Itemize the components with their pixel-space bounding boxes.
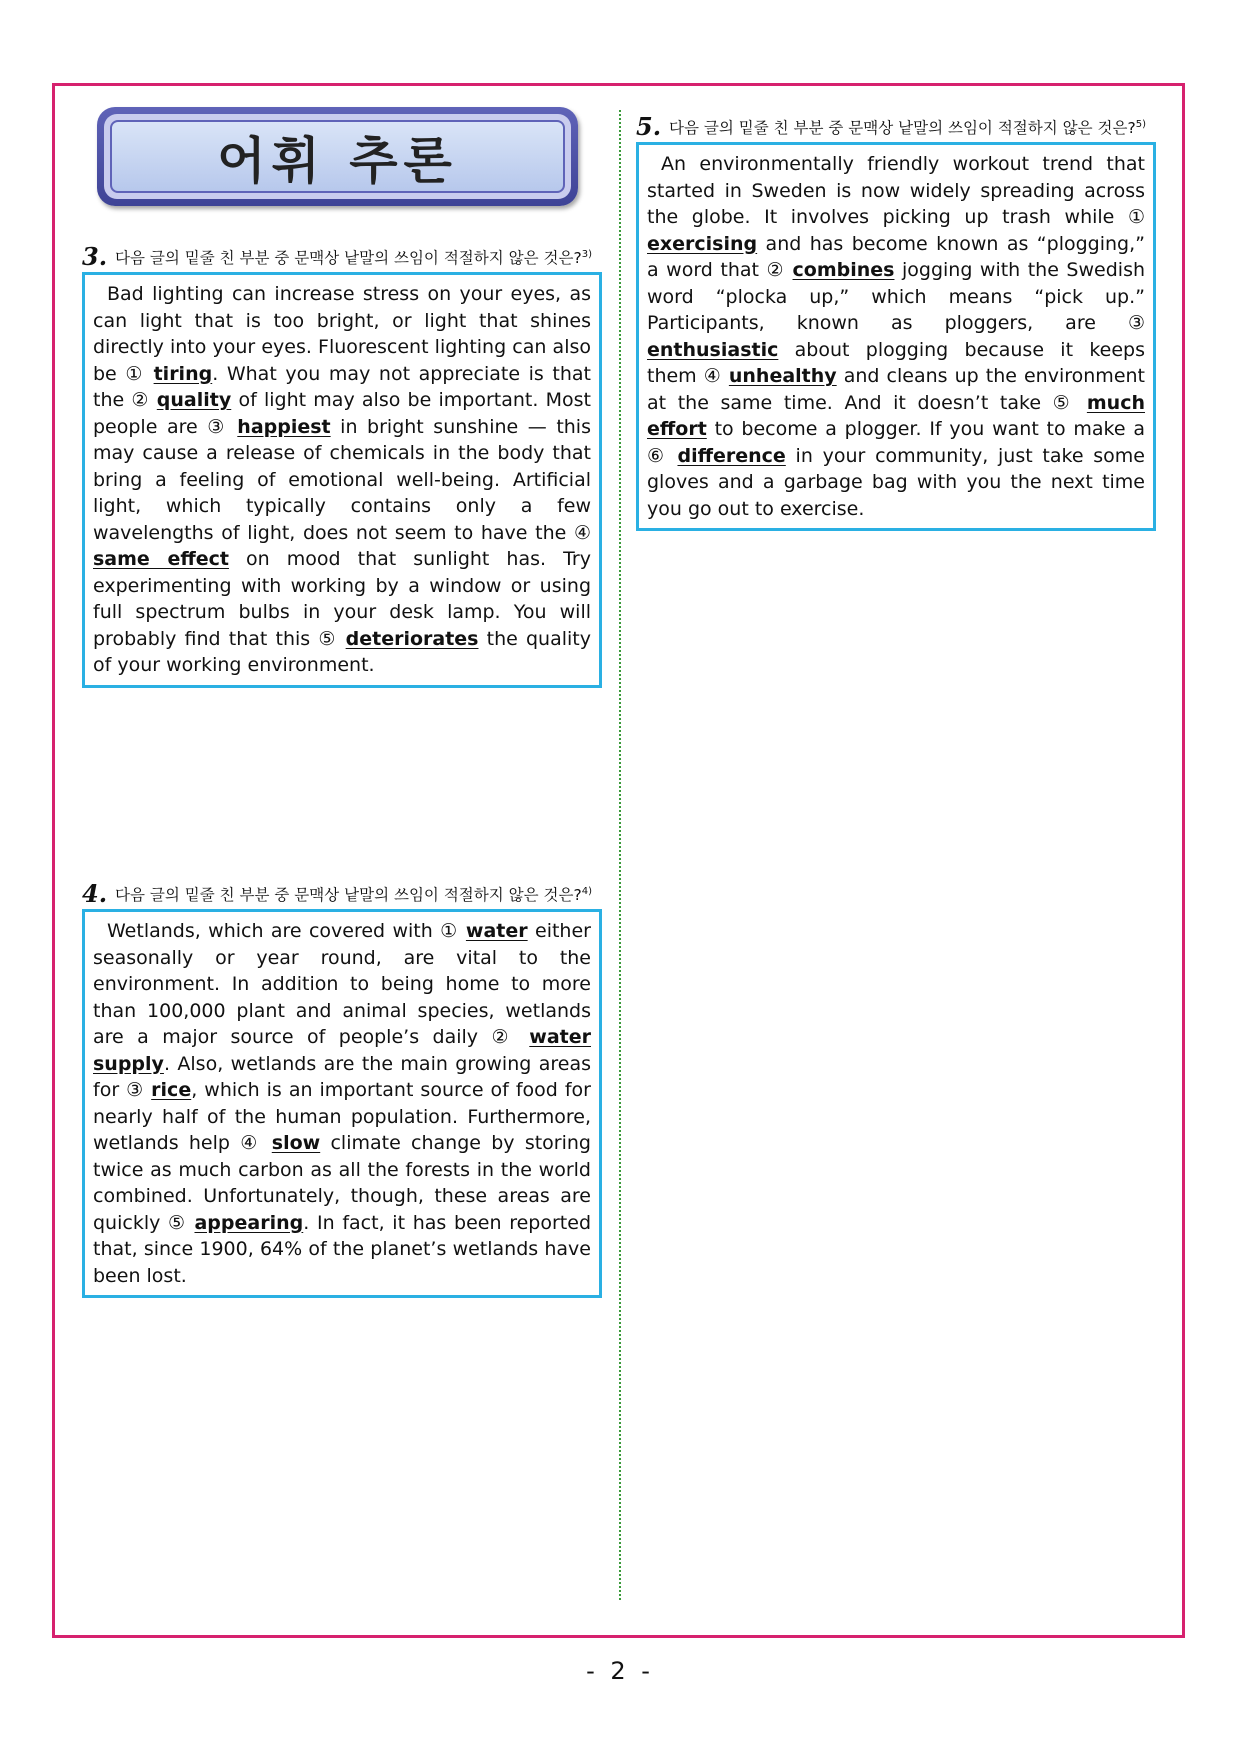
passage-text xyxy=(647,151,1145,522)
passage-segment: An environmentally friendly workout trend that started in Sweden is now widely spreading across the globe. It involves picking up trash while ① xyxy=(647,153,1145,229)
passage-segment: and has become known as “plogging,” a word that ② xyxy=(647,232,1145,282)
passage-segment: to become a plogger. If you want to make a ⑥ xyxy=(647,418,1145,467)
passage-segment: . What you may not appreciate is that the ② xyxy=(93,362,591,412)
passage-segment: in your community, just take some gloves and a garbage bag with you the next time you go out to exercise. xyxy=(647,444,1145,520)
underlined-word: deteriorates xyxy=(345,627,479,650)
column-divider xyxy=(619,110,621,1600)
footnote-marker: 5) xyxy=(1135,119,1146,130)
passage-segment: Wetlands, which are covered with ① xyxy=(107,920,466,943)
underlined-word: quality xyxy=(156,389,232,412)
question-number: 4. xyxy=(82,879,108,909)
question-4 xyxy=(82,881,602,1298)
underlined-word: much effort xyxy=(647,391,1145,441)
question-text: 다음 글의 밑줄 친 부분 중 문맥상 낱말의 쓰임이 적절하지 않은 것은? xyxy=(669,119,1136,138)
passage-segment: the quality of your working environment. xyxy=(93,627,591,677)
passage-segment: and cleans up the environment at the same time. And it doesn’t take ⑤ xyxy=(647,365,1145,414)
question-prompt xyxy=(636,112,1156,142)
footnote-marker: 3) xyxy=(581,249,592,260)
passage-box xyxy=(82,272,602,688)
passage-segment: about plogging because it keeps them ④ xyxy=(647,338,1145,388)
underlined-word: unhealthy xyxy=(728,365,837,388)
underlined-word: enthusiastic xyxy=(647,338,779,361)
passage-text xyxy=(93,918,591,1289)
passage-text xyxy=(93,281,591,679)
passage-segment: Bad lighting can increase stress on your eyes, as can light that is too bright, or light that shines directly into your eyes. Fluorescent lighting can also be ① xyxy=(93,283,591,385)
underlined-word: difference xyxy=(677,444,786,467)
question-5 xyxy=(636,114,1156,531)
passage-segment: on mood that sunlight has. Try experimenting with working by a window or using full spectrum bulbs in your desk lamp. You will probably find that this ⑤ xyxy=(93,548,591,650)
page-number: - 2 - xyxy=(586,1657,654,1685)
passage-segment: . Also, wetlands are the main growing areas for ③ xyxy=(93,1052,591,1102)
question-prompt xyxy=(82,879,602,909)
question-prompt xyxy=(82,242,602,272)
passage-segment: climate change by storing twice as much carbon as all the forests in the world combined. Unfortunately, though, these areas are quickly ⑤ xyxy=(93,1132,591,1234)
passage-segment: of light may also be important. Most people are ③ xyxy=(93,389,591,438)
passage-box xyxy=(82,909,602,1298)
question-number: 5. xyxy=(636,112,662,142)
underlined-word: rice xyxy=(151,1079,192,1102)
underlined-word: exercising xyxy=(647,232,758,255)
passage-segment: jogging with the Swedish word “plocka up,” which means “pick up.” Participants, known as ploggers, are ③ xyxy=(647,259,1146,335)
passage-segment: either seasonally or year round, are vital to the environment. In addition to being home to more than 100,000 plant and animal species, wetlands are a major source of people’s daily ② xyxy=(93,920,591,1049)
passage-box xyxy=(636,142,1156,531)
question-text: 다음 글의 밑줄 친 부분 중 문맥상 낱말의 쓰임이 적절하지 않은 것은? xyxy=(115,249,582,268)
underlined-word: tiring xyxy=(153,362,213,385)
question-text: 다음 글의 밑줄 친 부분 중 문맥상 낱말의 쓰임이 적절하지 않은 것은? xyxy=(115,886,582,905)
section-title: 어휘 추론 xyxy=(110,120,565,193)
underlined-word: same effect xyxy=(93,548,229,571)
underlined-word: water xyxy=(465,920,528,943)
passage-segment: . In fact, it has been reported that, since 1900, 64% of the planet’s wetlands have been lost. xyxy=(93,1211,592,1287)
section-title-badge xyxy=(97,107,578,206)
question-number: 3. xyxy=(82,242,108,272)
underlined-word: combines xyxy=(792,259,895,282)
underlined-word: appearing xyxy=(194,1211,304,1234)
underlined-word: water supply xyxy=(93,1026,591,1075)
underlined-word: slow xyxy=(271,1132,321,1155)
footnote-marker: 4) xyxy=(581,886,592,897)
passage-segment: in bright sunshine — this may cause a release of chemicals in the body that bring a feeling of emotional well-being. Artificial light, which typically contains only a few wavelengths of light, does not seem to have the ④ xyxy=(93,415,591,544)
passage-segment: , which is an important source of food for nearly half of the human population. Furthermore, wetlands help ④ xyxy=(93,1079,591,1155)
question-3 xyxy=(82,244,602,688)
underlined-word: happiest xyxy=(237,415,331,438)
